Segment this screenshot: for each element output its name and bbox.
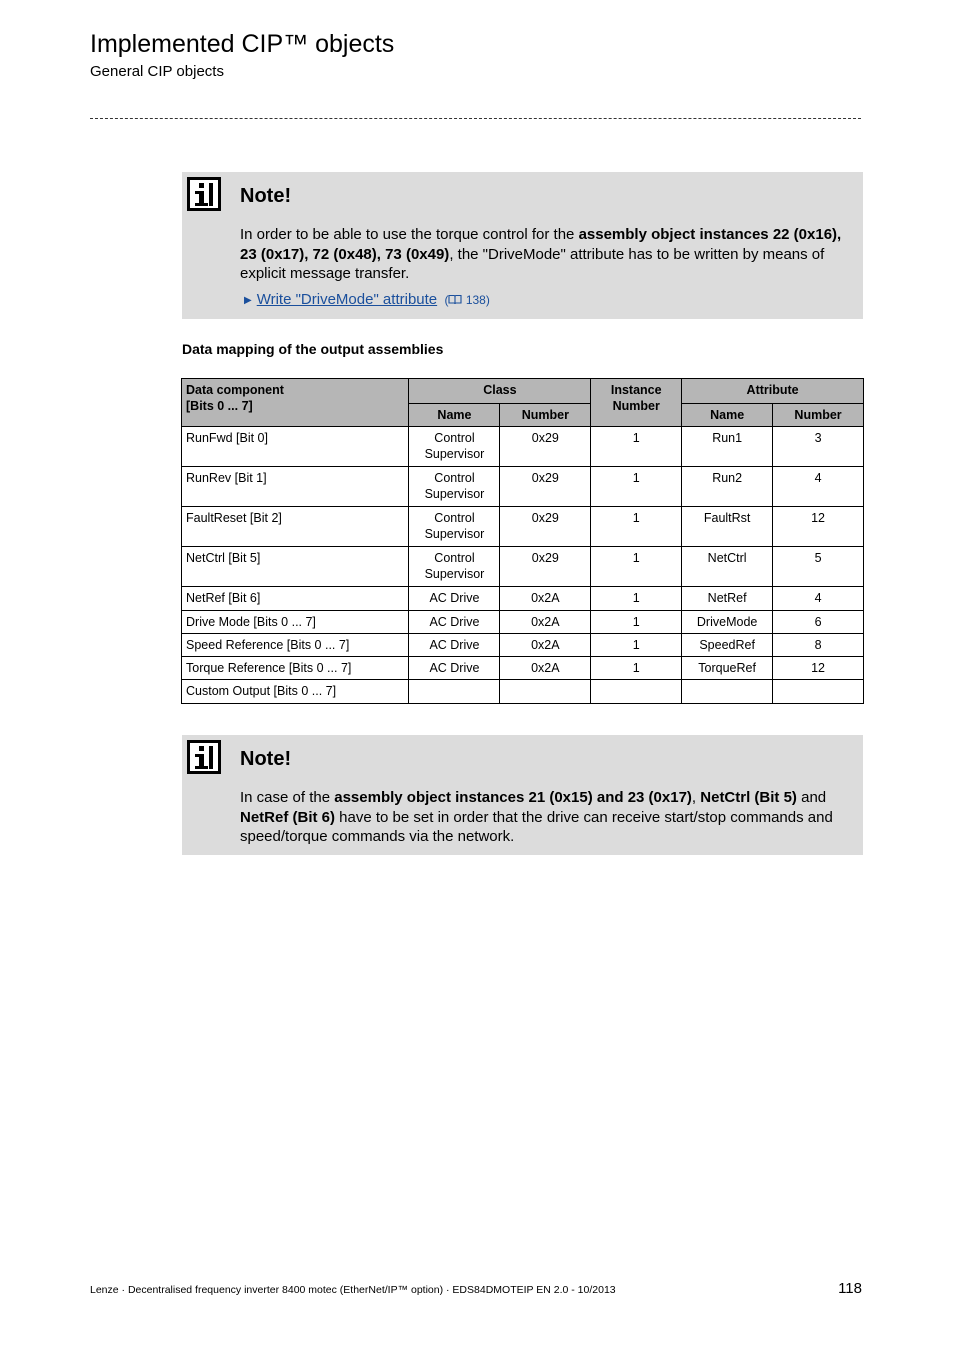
cell-data-component: NetCtrl [Bit 5] — [182, 547, 409, 587]
note-text-bold: assembly object instances 22 (0x16), 23 (0x17), 72 (0x48), 73 (0x49) — [240, 226, 842, 263]
note-text-bold: assembly object instances 21 (0x15) and 23 (0x17) — [334, 789, 692, 806]
cell-instance-number: 1 — [591, 634, 682, 657]
page-subtitle: General CIP objects — [90, 63, 224, 80]
note-box-netctrl-netref — [182, 735, 863, 855]
cell-class-number — [500, 680, 591, 704]
header-class-name: Name — [409, 404, 500, 427]
cell-class-number: 0x2A — [500, 657, 591, 680]
header-data-component-bits: [Bits 0 ... 7] — [186, 399, 253, 413]
output-assemblies-table — [181, 378, 864, 704]
cell-class-number: 0x29 — [500, 507, 591, 547]
cell-attribute-number: 4 — [773, 467, 864, 507]
cell-class-number: 0x2A — [500, 634, 591, 657]
table-row — [182, 680, 864, 704]
header-data-component — [182, 379, 409, 427]
header-class-number: Number — [500, 404, 591, 427]
cell-instance-number: 1 — [591, 467, 682, 507]
table-row — [182, 611, 864, 634]
note-text — [240, 788, 847, 847]
cell-data-component: FaultReset [Bit 2] — [182, 507, 409, 547]
cell-class-name: AC Drive — [409, 657, 500, 680]
cell-attribute-number: 12 — [773, 507, 864, 547]
link-arrow-icon: ▶ — [244, 295, 252, 306]
page-title: Implemented CIP™ objects — [90, 30, 395, 58]
cell-data-component: Custom Output [Bits 0 ... 7] — [182, 680, 409, 704]
link-page-ref: 138 — [465, 293, 486, 307]
cell-attribute-name: NetCtrl — [682, 547, 773, 587]
cell-attribute-number: 8 — [773, 634, 864, 657]
cell-class-name: Control Supervisor — [409, 467, 500, 507]
cell-data-component: RunFwd [Bit 0] — [182, 427, 409, 467]
cell-class-name: Control Supervisor — [409, 507, 500, 547]
book-icon — [448, 294, 462, 305]
cell-data-component: Speed Reference [Bits 0 ... 7] — [182, 634, 409, 657]
note-text-part: In order to be able to use the torque control for the — [240, 226, 579, 243]
info-icon — [187, 740, 221, 774]
table-row — [182, 467, 864, 507]
cell-class-name: Control Supervisor — [409, 547, 500, 587]
cell-instance-number: 1 — [591, 547, 682, 587]
header-attribute: Attribute — [682, 379, 864, 404]
cell-instance-number: 1 — [591, 657, 682, 680]
cell-attribute-name: FaultRst — [682, 507, 773, 547]
header-instance-number: Instance Number — [591, 379, 682, 427]
write-drivemode-link[interactable]: ▶ Write "DriveMode" attribute ( 138) — [244, 291, 490, 308]
header-attribute-name: Name — [682, 404, 773, 427]
note-text-part: have to be set in order that the drive can receive start/stop commands and speed/torque commands via the network. — [240, 808, 833, 845]
cell-instance-number: 1 — [591, 507, 682, 547]
cell-instance-number — [591, 680, 682, 704]
footer-text: Lenze · Decentralised frequency inverter 8400 motec (EtherNet/IP™ option) · EDS84DMOTEIP EN 2.0 - 10/2013 — [90, 1284, 616, 1296]
cell-class-name: AC Drive — [409, 587, 500, 611]
table-row — [182, 547, 864, 587]
link-label: Write "DriveMode" attribute — [256, 291, 438, 308]
cell-instance-number: 1 — [591, 587, 682, 611]
section-heading: Data mapping of the output assemblies — [182, 341, 444, 357]
table-row — [182, 507, 864, 547]
cell-attribute-number — [773, 680, 864, 704]
cell-attribute-name: Run2 — [682, 467, 773, 507]
note-title: Note! — [240, 185, 292, 207]
cell-class-name: AC Drive — [409, 634, 500, 657]
cell-instance-number: 1 — [591, 427, 682, 467]
note-text-part: , — [691, 789, 701, 806]
table-row — [182, 427, 864, 467]
cell-class-name: Control Supervisor — [409, 427, 500, 467]
table-row — [182, 587, 864, 611]
cell-class-number: 0x29 — [500, 467, 591, 507]
header-class: Class — [409, 379, 591, 404]
note-title: Note! — [240, 748, 292, 770]
cell-data-component: NetRef [Bit 6] — [182, 587, 409, 611]
note-text-bold: NetRef (Bit 6) — [240, 808, 336, 826]
cell-class-number: 0x29 — [500, 427, 591, 467]
cell-attribute-name: DriveMode — [682, 611, 773, 634]
cell-attribute-number: 5 — [773, 547, 864, 587]
info-icon — [187, 177, 221, 211]
cell-attribute-number: 4 — [773, 587, 864, 611]
cell-attribute-number: 3 — [773, 427, 864, 467]
note-text-part: In case of the — [240, 789, 335, 806]
cell-class-number: 0x2A — [500, 587, 591, 611]
table-row — [182, 657, 864, 680]
cell-attribute-name: SpeedRef — [682, 634, 773, 657]
cell-class-name — [409, 680, 500, 704]
header-divider — [90, 118, 861, 119]
note-text-bold: NetCtrl (Bit 5) — [700, 789, 797, 806]
cell-attribute-name: TorqueRef — [682, 657, 773, 680]
cell-attribute-number: 12 — [773, 657, 864, 680]
note-text-part: , the "DriveMode" attribute has to be written by means of explicit message transfer. — [240, 245, 825, 282]
page-number: 118 — [838, 1280, 862, 1297]
note-text-part: and — [796, 789, 827, 806]
cell-class-name: AC Drive — [409, 611, 500, 634]
note-text — [240, 225, 847, 284]
cell-attribute-name: Run1 — [682, 427, 773, 467]
note-box-torque-control — [182, 172, 863, 319]
header-attribute-number: Number — [773, 404, 864, 427]
cell-data-component: Drive Mode [Bits 0 ... 7] — [182, 611, 409, 634]
cell-attribute-name — [682, 680, 773, 704]
cell-class-number: 0x29 — [500, 547, 591, 587]
cell-attribute-name: NetRef — [682, 587, 773, 611]
cell-data-component: RunRev [Bit 1] — [182, 467, 409, 507]
header-data-component-label: Data component — [186, 383, 284, 397]
cell-attribute-number: 6 — [773, 611, 864, 634]
table-row — [182, 634, 864, 657]
cell-class-number: 0x2A — [500, 611, 591, 634]
cell-data-component: Torque Reference [Bits 0 ... 7] — [182, 657, 409, 680]
cell-instance-number: 1 — [591, 611, 682, 634]
